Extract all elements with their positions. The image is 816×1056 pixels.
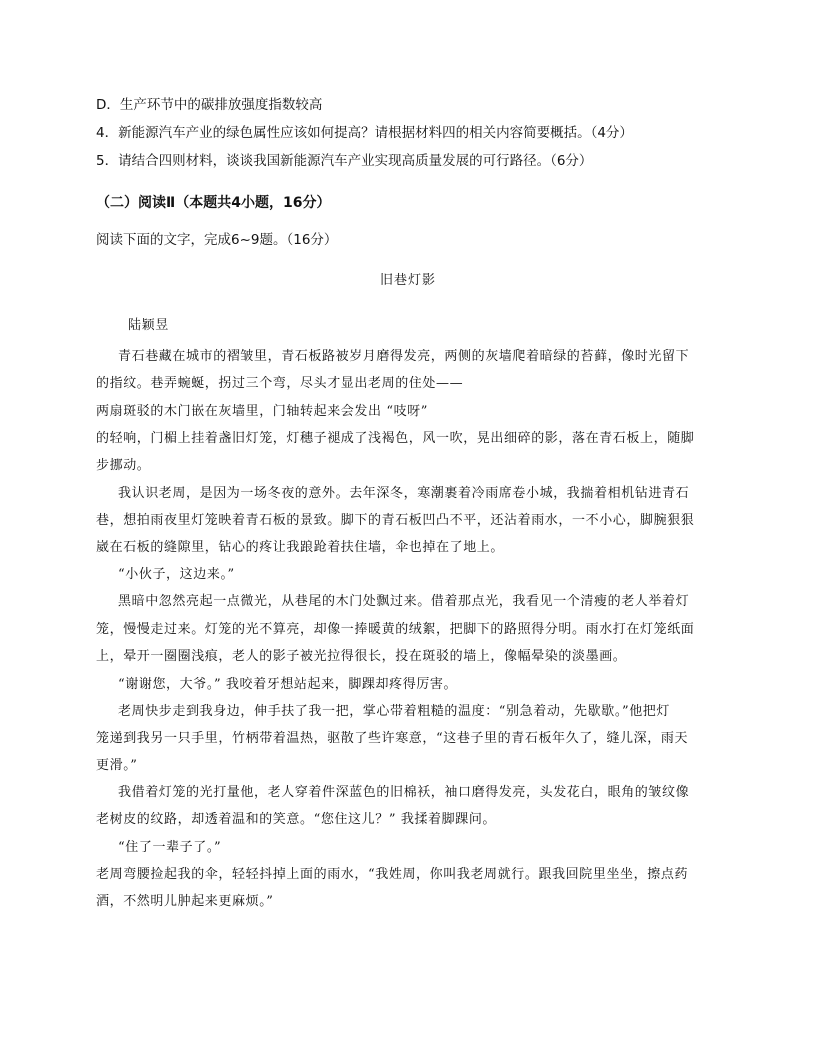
question-4: 4．新能源汽车产业的绿色属性应该如何提高？请根据材料四的相关内容简要概括。（4分） — [96, 125, 633, 141]
story-author: 陆颖昱 — [128, 318, 169, 333]
story-line: 巷，想拍雨夜里灯笼映着青石板的景致。脚下的青石板凹凸不平，还沾着雨水，一不小心，脚腕狠狠 — [96, 513, 695, 528]
story-line: 笼，慢慢走过来。灯笼的光不算亮，却像一捧暖黄的绒絮，把脚下的路照得分明。雨水打在灯笼纸面 — [96, 622, 695, 637]
story-line: 酒，不然明儿肿起来更麻烦。” — [96, 894, 274, 909]
story-line: 黑暗中忽然亮起一点微光，从巷尾的木门处飘过来。借着那点光，我看见一个清瘦的老人举着灯 — [118, 594, 690, 609]
story-line: 更滑。” — [96, 758, 138, 773]
story-line: “小伙子，这边来。” — [118, 567, 235, 582]
story-line: 老周快步走到我身边，伸手扶了我一把，掌心带着粗糙的温度：“别急着动，先歇歇。”他把灯 — [118, 704, 670, 719]
section-instruction: 阅读下面的文字，完成6~9题。（16分） — [96, 232, 338, 248]
story-line: 我借着灯笼的光打量他，老人穿着件深蓝色的旧棉袄，袖口磨得发亮，头发花白，眼角的皱纹像 — [118, 785, 690, 800]
section-heading: （二）阅读Ⅱ（本题共4小题，16分） — [96, 195, 331, 211]
story-line: 的轻响，门楣上挂着盏旧灯笼，灯穗子褪成了浅褐色，风一吹，晃出细碎的影，落在青石板上，随脚 — [96, 431, 695, 446]
story-line: 老树皮的纹路，却透着温和的笑意。“您住这儿？” 我揉着脚踝问。 — [96, 812, 497, 827]
story-line: 崴在石板的缝隙里，钻心的疼让我踉跄着扶住墙，伞也掉在了地上。 — [96, 540, 505, 555]
story-line: 的指纹。巷弄蜿蜒，拐过三个弯，尽头才显出老周的住处—— — [96, 376, 464, 391]
story-line: 笼递到我另一只手里，竹柄带着温热，驱散了些许寒意，“这巷子里的青石板年久了，缝儿深，雨天 — [96, 731, 689, 746]
story-line: 两扇斑驳的木门嵌在灰墙里，门轴转起来会发出 “吱呀” — [96, 404, 429, 419]
question-5: 5．请结合四则材料，谈谈我国新能源汽车产业实现高质量发展的可行路径。（6分） — [96, 153, 593, 169]
story-line: “住了一辈子了。” — [118, 840, 222, 855]
story-line: 步挪动。 — [96, 458, 151, 473]
question-d: D．生产环节中的碳排放强度指数较高 — [96, 97, 323, 113]
story-line: 老周弯腰捡起我的伞，轻轻抖掉上面的雨水，“我姓周，你叫我老周就行。跟我回院里坐坐，擦点药 — [96, 867, 689, 882]
story-line: 青石巷藏在城市的褶皱里，青石板路被岁月磨得发亮，两侧的灰墙爬着暗绿的苔藓，像时光留下 — [118, 349, 690, 364]
story-title: 旧巷灯影 — [379, 273, 436, 288]
story-line: 上，晕开一圈圈浅痕，老人的影子被光拉得很长，投在斑驳的墙上，像幅晕染的淡墨画。 — [96, 649, 627, 664]
story-line: 我认识老周，是因为一场冬夜的意外。去年深冬，寒潮裹着冷雨席卷小城，我揣着相机钻进青石 — [118, 486, 690, 501]
story-line: “谢谢您，大爷。” 我咬着牙想站起来，脚踝却疼得厉害。 — [118, 677, 458, 692]
